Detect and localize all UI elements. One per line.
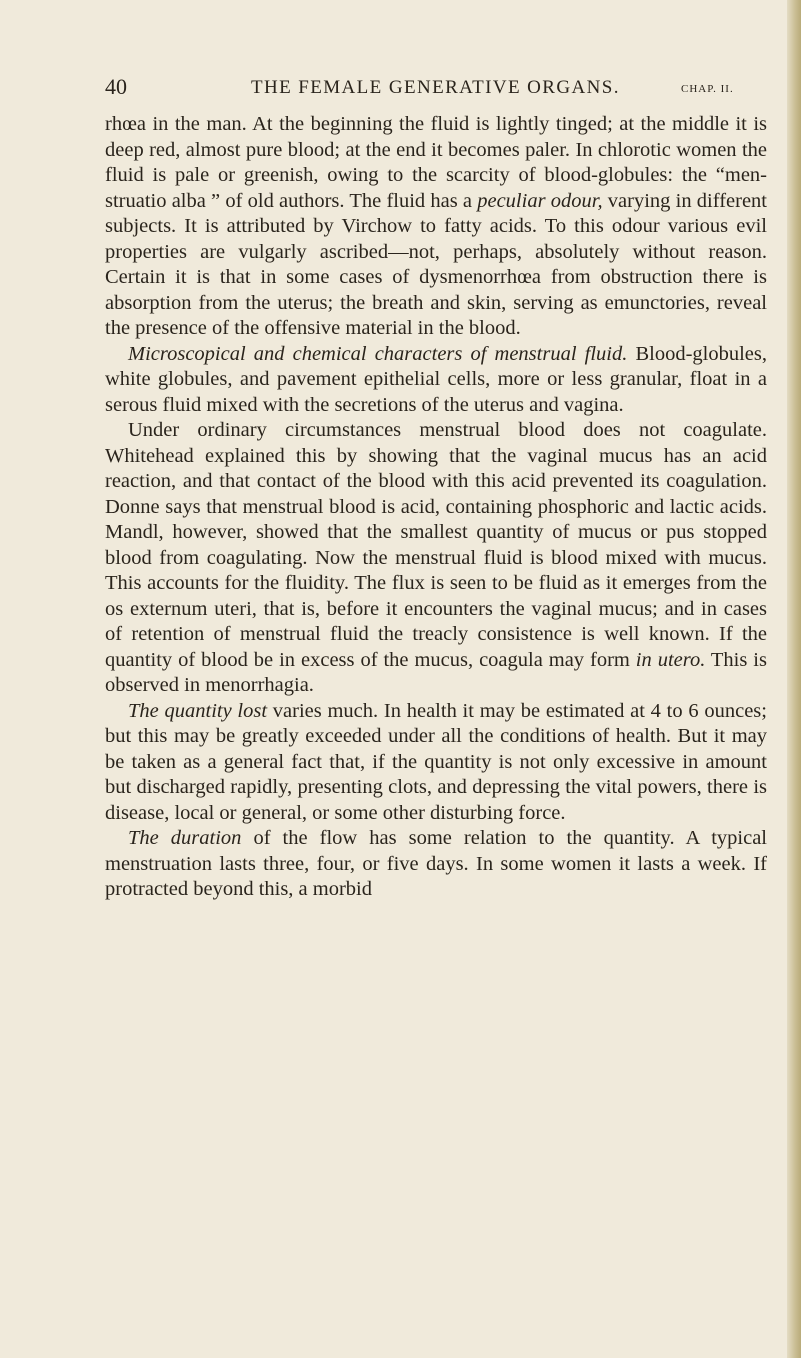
body-text [105, 112, 767, 903]
paragraph-text: Blood-globules, white globules, and pavement epithelial cells, more or less granular, float in a serous fluid mixed with the secretions of the uterus and vagina. [105, 342, 768, 416]
running-title: THE FEMALE GENERATIVE ORGANS. [251, 77, 620, 98]
paragraph-text: Under ordinary circumstances menstrual blood does not coagulate. Whitehead explained this by showing that the vaginal mucus has an acid reaction, and that contact of the blood with this acid prevented its coagulation. Donne says that menstrual blood is acid, containing phosphoric and lactic acids. Mandl, however, showed that the smallest quantity of mucus or pus stopped blood from coagulating. Now the menstrual fluid is blood mixed with mucus. This accounts for the fluidity. The flux is seen to be fluid as it emerges from the os externum uteri, that is, before it encounters the vaginal mucus; and in cases of retention of menstrual fluid the treacly consistence is well known. If the quantity of blood be in excess of the mucus, coagula may form [105, 419, 767, 671]
paragraph [105, 342, 767, 419]
paragraph-text: varies much. In health it may be estimated at 4 to 6 ounces; but this may be greatly exceeded under all the conditions of health. But it may be taken as a general fact that, if the quantity is not only excessive in amount but discharged rapidly, presenting clots, and depressing the vital powers, there is disease, local or general, or some other disturbing force. [105, 699, 767, 824]
paragraph [105, 112, 767, 342]
italic-heading-text: in utero. [635, 648, 706, 671]
paragraph [105, 826, 767, 903]
paragraph [105, 699, 767, 827]
italic-heading-text: The duration [128, 827, 242, 849]
paragraph-text: This is observed in menorrhagia. [105, 648, 767, 696]
chapter-reference: CHAP. II. [681, 83, 734, 95]
italic-heading-text: peculiar odour, [477, 189, 603, 212]
paragraph [105, 418, 767, 699]
paragraph-text: rhœa in the man. At the beginning the fluid is lightly tinged; at the middle it is deep red, almost pure blood; at the end it becomes paler. In chlorotic women the fluid is pale or greenish, owing to the scarcity of blood-globules: the “menstruatio alba ” of old authors. The fluid has a [105, 113, 767, 212]
paragraph-text: of the flow has some relation to the quantity. A typical menstruation lasts three, four, or five days. In some women it lasts a week. If protracted beyond this, a morbid [105, 827, 767, 900]
running-header [0, 74, 801, 104]
italic-heading-text: Microscopical and chemical characters of menstrual fluid. [128, 342, 628, 365]
paragraph-text: varying in different subjects. It is attributed by Virchow to fatty acids. To this odour various evil properties are vulgarly ascribed—not, perhaps, absolutely without reason. Certain it is that in some cases of dysmenorrhœa from obstruction there is absorption from the uterus; the breath and skin, serving as emunctories, reveal the presence of the offensive material in the blood. [105, 189, 767, 339]
page-number: 40 [105, 74, 127, 99]
page-binding-edge [787, 0, 801, 1358]
italic-heading-text: The quantity lost [128, 699, 268, 722]
